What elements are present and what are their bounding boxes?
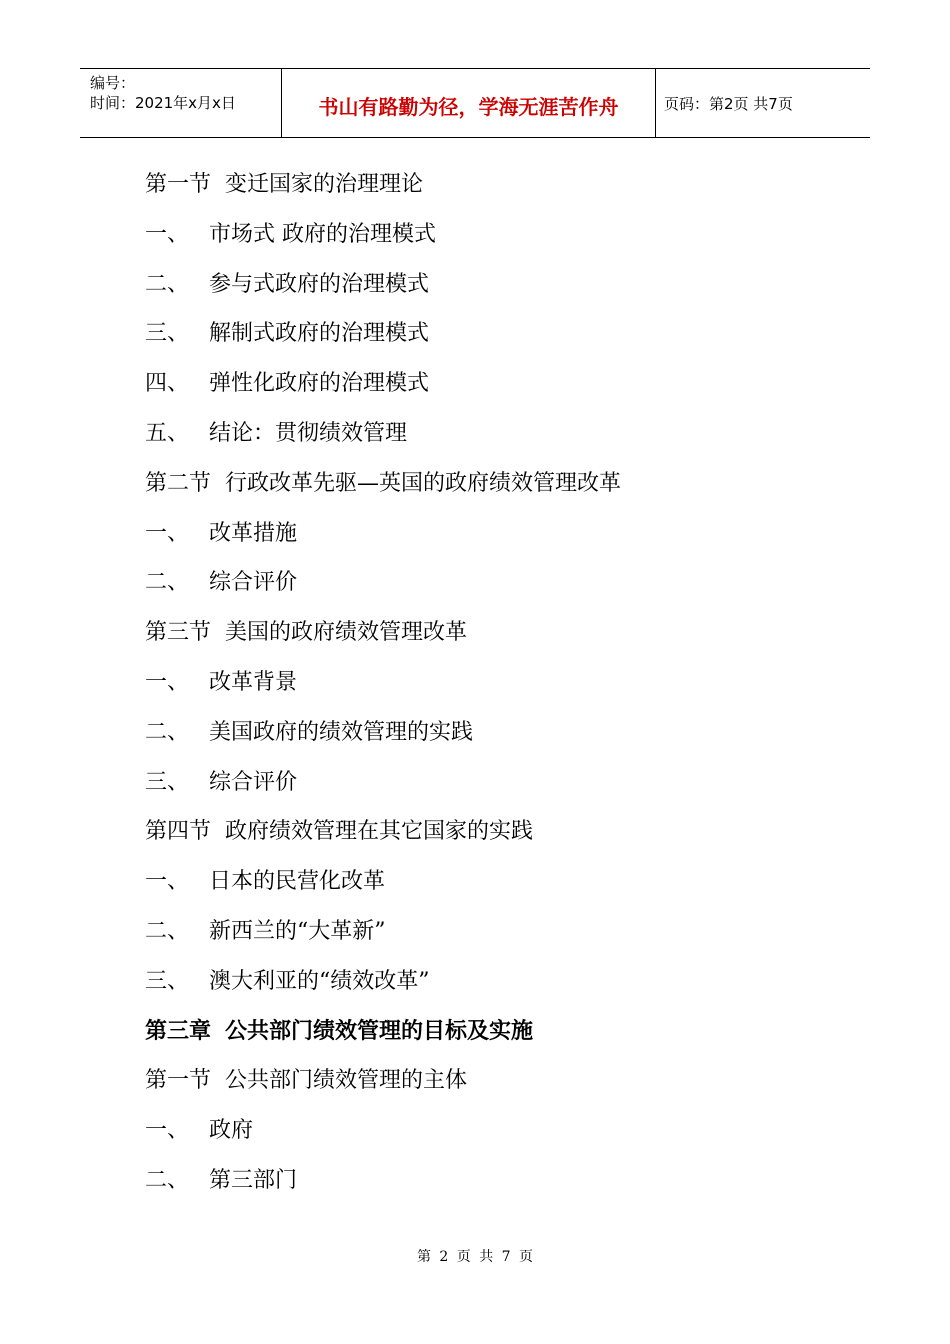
toc-number: 一、: [145, 221, 190, 247]
toc-number: 五、: [145, 420, 190, 446]
toc-item: [145, 857, 845, 907]
toc-item: [145, 509, 845, 559]
toc-section-heading: [145, 160, 845, 210]
time-label: 时间：2021年x月x日: [90, 94, 236, 112]
toc-number: 三、: [145, 769, 190, 795]
toc-item: [145, 1156, 845, 1206]
toc-text: 新西兰的“大革新”: [209, 918, 386, 944]
toc-number: 二、: [145, 1167, 190, 1193]
toc-text: 行政改革先驱—英国的政府绩效管理改革: [225, 470, 622, 496]
toc-item: [145, 758, 845, 808]
toc-text: 弹性化政府的治理模式: [209, 371, 430, 397]
toc-text: 解制式政府的治理模式: [209, 321, 430, 347]
header-page-code: 页码：第2页 共7页: [664, 94, 793, 113]
toc-text: 第三部门: [209, 1167, 298, 1193]
toc-text: 美国政府的绩效管理的实践: [209, 719, 474, 745]
toc-text: 公共部门绩效管理的目标及实施: [225, 1018, 534, 1044]
toc-item: [145, 309, 845, 359]
toc-item: [145, 359, 845, 409]
toc-number: 第一节: [145, 172, 212, 197]
toc-text: 政府绩效管理在其它国家的实践: [225, 819, 534, 845]
page-footer: 第 2 页 共 7 页: [416, 1249, 534, 1265]
toc-number: 二、: [145, 918, 190, 944]
toc-text: 日本的民营化改革: [209, 869, 386, 895]
toc-item: [145, 558, 845, 608]
table-of-contents: [145, 160, 845, 1206]
toc-item: [145, 409, 845, 459]
toc-item: [145, 210, 845, 260]
toc-item: [145, 957, 845, 1007]
toc-text: 政府: [209, 1118, 254, 1144]
toc-number: 三、: [145, 968, 190, 994]
toc-item: [145, 260, 845, 310]
toc-text: 综合评价: [209, 769, 298, 795]
toc-section-heading: [145, 807, 845, 857]
toc-item: [145, 708, 845, 758]
toc-text: 结论：贯彻绩效管理: [209, 420, 408, 446]
number-label: 编号：: [90, 74, 136, 92]
toc-number: 三、: [145, 321, 190, 347]
toc-text: 澳大利亚的“绩效改革”: [209, 968, 430, 994]
toc-number: 二、: [145, 271, 190, 297]
toc-chapter-heading: [145, 1007, 845, 1057]
toc-text: 改革措施: [209, 520, 298, 546]
toc-number: 一、: [145, 520, 190, 546]
toc-section-heading: [145, 608, 845, 658]
toc-item: [145, 1106, 845, 1156]
toc-number: 第二节: [145, 470, 212, 496]
toc-number: 二、: [145, 719, 190, 745]
toc-number: 一、: [145, 1118, 190, 1144]
toc-number: 第四节: [145, 819, 212, 845]
toc-text: 综合评价: [209, 570, 298, 596]
toc-text: 变迁国家的治理理论: [225, 172, 424, 197]
toc-number: 二、: [145, 570, 190, 596]
toc-section-heading: [145, 459, 845, 509]
toc-text: 市场式 政府的治理模式: [209, 221, 437, 247]
header-motto: 书山有路勤为径，学海无涯苦作舟: [282, 69, 656, 137]
toc-section-heading: [145, 1056, 845, 1106]
toc-number: 一、: [145, 669, 190, 695]
toc-number: 第一节: [145, 1068, 212, 1094]
toc-item: [145, 658, 845, 708]
toc-text: 美国的政府绩效管理改革: [225, 620, 468, 646]
toc-text: 公共部门绩效管理的主体: [225, 1068, 468, 1094]
toc-number: 四、: [145, 371, 190, 397]
toc-number: 第三章: [145, 1018, 212, 1044]
toc-text: 改革背景: [209, 669, 298, 695]
page-header: [80, 68, 870, 138]
header-meta: [80, 69, 282, 137]
toc-text: 参与式政府的治理模式: [209, 271, 430, 297]
toc-number: 第三节: [145, 620, 212, 646]
toc-item: [145, 907, 845, 957]
toc-number: 一、: [145, 869, 190, 895]
